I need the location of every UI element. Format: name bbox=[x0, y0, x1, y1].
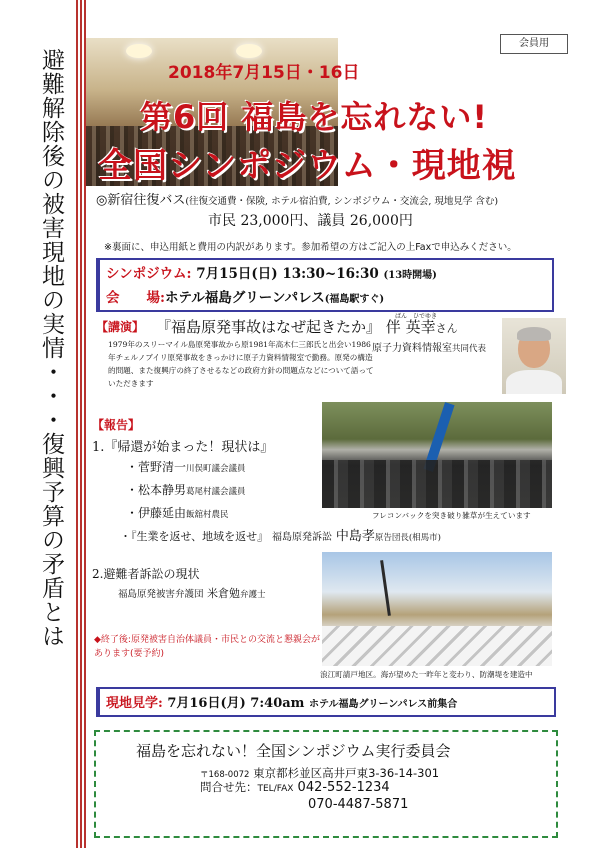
committee-address: 〒168-0072 東京都杉並区高井戸東3-36-14-301 bbox=[200, 766, 440, 780]
symposium-venue: 会 場:ホテル福島グリーンパレス(福島駅すぐ) bbox=[106, 290, 385, 306]
photo-2-caption: 浪江町請戸地区。海が望めた一昨年と変わり、防潮堤を建造中 bbox=[320, 670, 533, 679]
contact-phone-2: 070-4487-5871 bbox=[308, 797, 409, 812]
application-note: ※裏面に、申込用紙と費用の内訳があります。参加希望の方はご記入の上Faxで申込みください。 bbox=[104, 242, 517, 253]
lecture-title: 『福島原発事故はなぜ起きたか』 伴 英幸さん bbox=[156, 318, 458, 336]
symposium-datetime: シンポジウム: 7月15日(日) 13:30~16:30 (13時開場) bbox=[106, 266, 437, 282]
reporter-1: ・菅野清一川俣町議会議員 bbox=[126, 460, 246, 474]
report-tag: 【報告】 bbox=[92, 418, 141, 432]
price-info: 市民 23,000円、議員 26,000円 bbox=[208, 213, 413, 229]
committee-name: 福島を忘れない！全国シンポジウム実行委員会 bbox=[136, 742, 451, 760]
seawall-construction-photo bbox=[322, 552, 552, 666]
photo-1-caption: フレコンバックを突き破り雑草が生えています bbox=[372, 511, 531, 520]
event-date: 2018年7月15日・16日 bbox=[168, 63, 360, 83]
flexible-container-bags-photo bbox=[322, 402, 552, 508]
site-visit: 現地見学: 7月16日(月) 7:40am ホテル福島グリーンパレス前集合 bbox=[106, 696, 458, 711]
lecture-tag: 【講演】 bbox=[96, 320, 145, 334]
report-item-1: 1.『帰還が始まった！現状は』 bbox=[92, 440, 274, 455]
lecture-description: 1979年のスリーマイル島原発事故から原1981年高木仁三郎氏と出会い1986年チェルノブイリ原発事故をきっかけに原子力資料情報室で勤務。原発の構造的問題、また復興庁の終了させるなどの政府方針の問題点などについて語っていただきます bbox=[108, 340, 374, 388]
speaker-portrait bbox=[502, 318, 566, 394]
after-party-note: ◆終了後:原発被害自治体議員・市民との交流と懇親会があります(要予約) bbox=[94, 635, 320, 659]
title-line-2: 全国シンポジウム・現地視 bbox=[98, 146, 517, 186]
vertical-title: 避難解除後の被害現地の実情・・・復興予算の矛盾とは bbox=[38, 48, 64, 648]
reporter-2: ・松本静男葛尾村議会議員 bbox=[126, 483, 246, 497]
contact-line: 問合せ先：TEL/FAX 042-552-1234 bbox=[200, 780, 390, 795]
title-line-1: 第6回 福島を忘れない! bbox=[140, 98, 489, 136]
speaker-ruby: ばん ひでゆき bbox=[395, 313, 438, 320]
reporter-4: ・『生業を返せ、地域を返せ』 福島原発訴訟 中島孝原告団長(相馬市) bbox=[120, 529, 441, 544]
reporter-3: ・伊藤延由飯舘村農民 bbox=[126, 506, 229, 520]
report-item-2: 2.避難者訴訟の現状 bbox=[92, 567, 200, 581]
reporter-5: 福島原発被害弁護団 米倉勉弁護士 bbox=[118, 587, 266, 600]
bus-info: ◎新宿往復バス(往復交通費・保険, ホテル宿泊費, シンポジウム・交流会, 現地見学 含む) bbox=[96, 193, 499, 208]
speaker-org: 原子力資料情報室共同代表 bbox=[372, 343, 487, 354]
member-badge: 会員用 bbox=[500, 34, 568, 54]
